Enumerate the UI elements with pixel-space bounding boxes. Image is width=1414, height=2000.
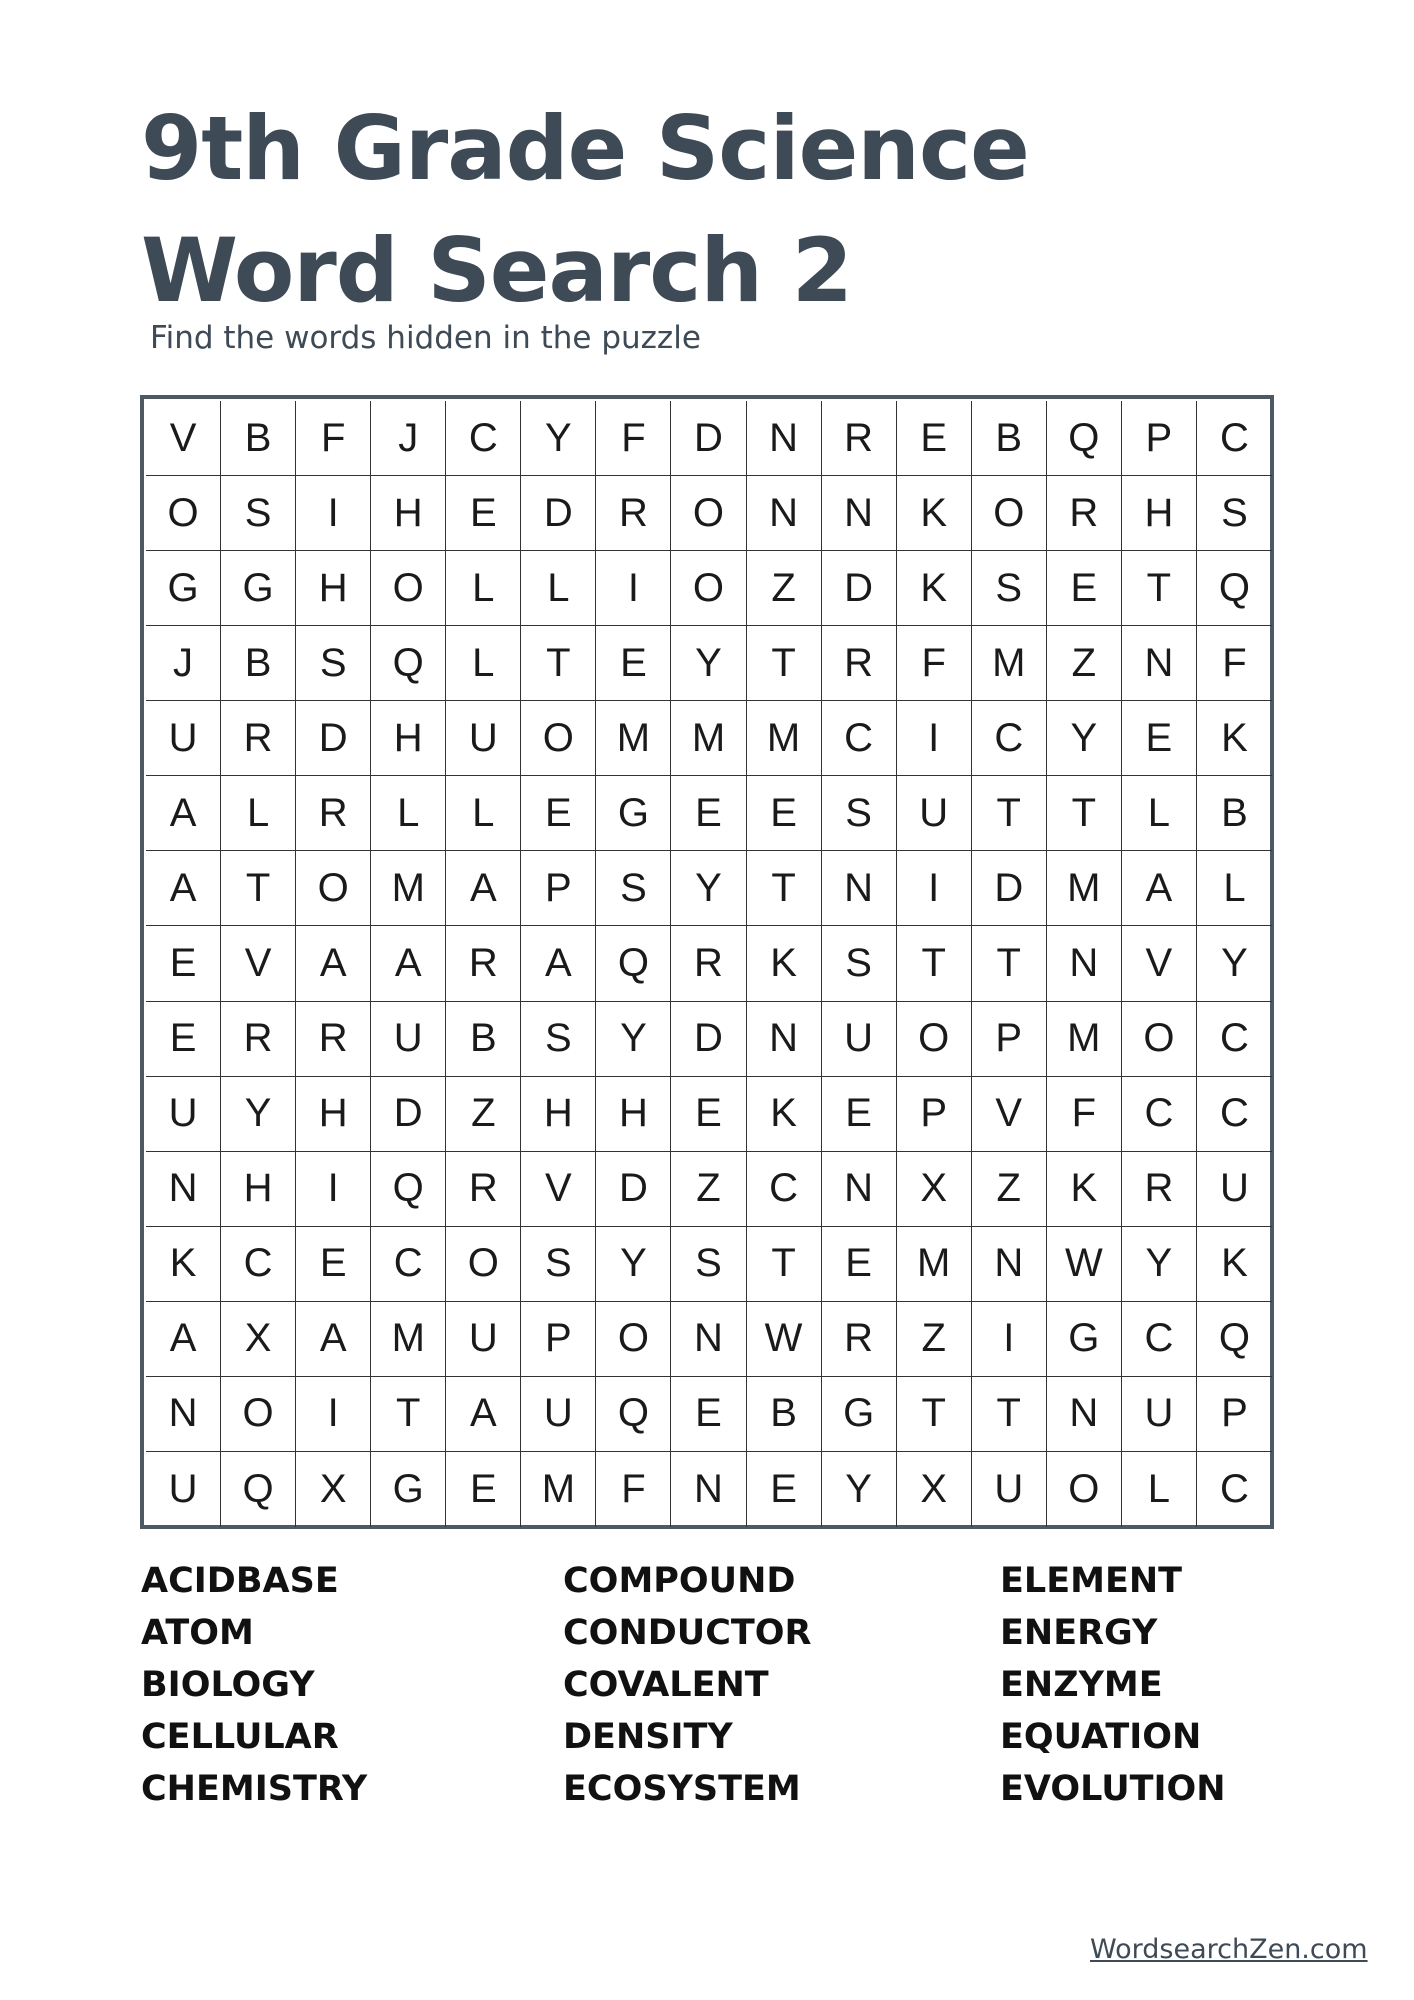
grid-cell[interactable]: Y [596, 1002, 671, 1077]
grid-cell[interactable]: M [596, 701, 671, 776]
word-list-item: ENZYME [1000, 1665, 1163, 1705]
grid-cell[interactable]: U [446, 701, 521, 776]
grid-cell[interactable]: L [446, 551, 521, 626]
grid-cell[interactable]: U [1197, 1152, 1272, 1227]
word-list-item: CELLULAR [141, 1717, 339, 1757]
word-list-item: CONDUCTOR [563, 1613, 812, 1653]
word-list-item: BIOLOGY [141, 1665, 315, 1705]
grid-cell[interactable]: A [1122, 851, 1197, 926]
grid-cell[interactable]: O [521, 701, 596, 776]
grid-cell[interactable]: M [1047, 851, 1122, 926]
grid-cell[interactable]: E [146, 1002, 221, 1077]
grid-cell[interactable]: A [521, 926, 596, 1001]
grid-cell[interactable]: T [521, 626, 596, 701]
grid-cell[interactable]: T [747, 851, 822, 926]
grid-cell[interactable]: K [1197, 701, 1272, 776]
word-list-item: COVALENT [563, 1665, 769, 1705]
grid-cell[interactable]: A [146, 776, 221, 851]
grid-cell[interactable]: E [671, 1077, 746, 1152]
grid-cell[interactable]: K [747, 1077, 822, 1152]
grid-cell[interactable]: E [446, 1452, 521, 1527]
grid-cell[interactable]: V [146, 401, 221, 476]
grid-cell[interactable]: W [747, 1302, 822, 1377]
grid-cell[interactable]: C [446, 401, 521, 476]
grid-cell[interactable]: O [972, 476, 1047, 551]
grid-cell[interactable]: C [1197, 1002, 1272, 1077]
grid-cell[interactable]: B [972, 401, 1047, 476]
grid-cell[interactable]: Y [822, 1452, 897, 1527]
grid-cell[interactable]: S [972, 551, 1047, 626]
grid-cell[interactable]: X [296, 1452, 371, 1527]
grid-cell[interactable]: E [671, 1377, 746, 1452]
title-line-2: Word Search 2 [141, 219, 852, 322]
grid-cell[interactable]: Q [371, 626, 446, 701]
grid-cell[interactable]: E [671, 776, 746, 851]
grid-cell[interactable]: Q [371, 1152, 446, 1227]
grid-cell[interactable]: R [296, 776, 371, 851]
grid-cell[interactable]: D [822, 551, 897, 626]
grid-cell[interactable]: Y [1197, 926, 1272, 1001]
grid-cell[interactable]: N [671, 1302, 746, 1377]
grid-cell[interactable]: H [371, 701, 446, 776]
grid-cell[interactable]: S [296, 626, 371, 701]
grid-cell[interactable]: Q [596, 1377, 671, 1452]
grid-cell[interactable]: T [1122, 551, 1197, 626]
puzzle-grid [146, 401, 1272, 1527]
grid-cell[interactable]: P [972, 1002, 1047, 1077]
grid-cell[interactable]: U [446, 1302, 521, 1377]
grid-cell[interactable]: G [146, 551, 221, 626]
grid-cell[interactable]: T [221, 851, 296, 926]
grid-cell[interactable]: B [1197, 776, 1272, 851]
grid-cell[interactable]: E [446, 476, 521, 551]
grid-cell[interactable]: H [221, 1152, 296, 1227]
grid-cell[interactable]: H [1122, 476, 1197, 551]
grid-cell[interactable]: N [146, 1377, 221, 1452]
grid-cell[interactable]: G [221, 551, 296, 626]
grid-cell[interactable]: V [1122, 926, 1197, 1001]
grid-cell[interactable]: F [596, 401, 671, 476]
grid-cell[interactable]: F [596, 1452, 671, 1527]
grid-cell[interactable]: S [1197, 476, 1272, 551]
grid-cell[interactable]: O [671, 476, 746, 551]
grid-cell[interactable]: C [972, 701, 1047, 776]
grid-cell[interactable]: N [1122, 626, 1197, 701]
grid-cell[interactable]: K [1047, 1152, 1122, 1227]
word-list-column-3 [1000, 1555, 1226, 1815]
grid-cell[interactable]: I [897, 701, 972, 776]
grid-cell[interactable]: R [446, 926, 521, 1001]
grid-cell[interactable]: Q [596, 926, 671, 1001]
grid-cell[interactable]: T [897, 926, 972, 1001]
grid-cell[interactable]: T [972, 926, 1047, 1001]
grid-cell[interactable]: R [1122, 1152, 1197, 1227]
grid-cell[interactable]: O [146, 476, 221, 551]
grid-cell[interactable]: A [146, 851, 221, 926]
grid-cell[interactable]: P [897, 1077, 972, 1152]
grid-cell[interactable]: R [221, 701, 296, 776]
grid-cell[interactable]: Z [671, 1152, 746, 1227]
grid-cell[interactable]: O [1047, 1452, 1122, 1527]
grid-cell[interactable]: P [521, 851, 596, 926]
grid-cell[interactable]: N [822, 851, 897, 926]
grid-cell[interactable]: Y [596, 1227, 671, 1302]
grid-cell[interactable]: D [296, 701, 371, 776]
grid-cell[interactable]: Y [671, 851, 746, 926]
grid-cell[interactable]: Q [1197, 1302, 1272, 1377]
grid-cell[interactable]: A [146, 1302, 221, 1377]
grid-cell[interactable]: D [972, 851, 1047, 926]
grid-cell[interactable]: S [221, 476, 296, 551]
grid-cell[interactable]: L [446, 776, 521, 851]
grid-cell[interactable]: L [1122, 776, 1197, 851]
grid-cell[interactable]: X [221, 1302, 296, 1377]
grid-cell[interactable]: F [296, 401, 371, 476]
grid-cell[interactable]: R [221, 1002, 296, 1077]
grid-cell[interactable]: U [1122, 1377, 1197, 1452]
grid-cell[interactable]: S [596, 851, 671, 926]
grid-cell[interactable]: N [146, 1152, 221, 1227]
grid-cell[interactable]: S [822, 926, 897, 1001]
grid-cell[interactable]: K [897, 476, 972, 551]
grid-cell[interactable]: S [822, 776, 897, 851]
grid-cell[interactable]: D [371, 1077, 446, 1152]
grid-cell[interactable]: O [897, 1002, 972, 1077]
grid-cell[interactable]: C [1197, 1077, 1272, 1152]
grid-cell[interactable]: R [446, 1152, 521, 1227]
grid-cell[interactable]: M [371, 851, 446, 926]
word-list [0, 1555, 1414, 1815]
grid-cell[interactable]: T [747, 626, 822, 701]
grid-cell[interactable]: C [371, 1227, 446, 1302]
grid-cell[interactable]: J [371, 401, 446, 476]
grid-cell[interactable]: Y [671, 626, 746, 701]
grid-cell[interactable]: M [671, 701, 746, 776]
grid-cell[interactable]: P [1122, 401, 1197, 476]
grid-cell[interactable]: O [1122, 1002, 1197, 1077]
grid-cell[interactable]: R [596, 476, 671, 551]
grid-cell[interactable]: V [972, 1077, 1047, 1152]
word-list-item: ECOSYSTEM [563, 1769, 801, 1809]
grid-cell[interactable]: E [822, 1077, 897, 1152]
grid-cell[interactable]: N [822, 1152, 897, 1227]
grid-cell[interactable]: Z [1047, 626, 1122, 701]
grid-cell[interactable]: L [371, 776, 446, 851]
puzzle-grid-frame [140, 395, 1274, 1529]
grid-cell[interactable]: R [1047, 476, 1122, 551]
grid-cell[interactable]: D [521, 476, 596, 551]
grid-cell[interactable]: O [671, 551, 746, 626]
word-list-item: ENERGY [1000, 1613, 1158, 1653]
grid-cell[interactable]: S [521, 1227, 596, 1302]
grid-cell[interactable]: C [221, 1227, 296, 1302]
grid-cell[interactable]: R [296, 1002, 371, 1077]
grid-cell[interactable]: U [146, 1077, 221, 1152]
grid-cell[interactable]: R [822, 401, 897, 476]
grid-cell[interactable]: A [296, 926, 371, 1001]
grid-cell[interactable]: E [822, 1227, 897, 1302]
grid-cell[interactable]: T [747, 1227, 822, 1302]
grid-cell[interactable]: Y [221, 1077, 296, 1152]
grid-cell[interactable]: L [521, 551, 596, 626]
grid-cell[interactable]: C [822, 701, 897, 776]
word-list-item: ACIDBASE [141, 1561, 339, 1601]
grid-cell[interactable]: U [521, 1377, 596, 1452]
grid-cell[interactable]: Q [221, 1452, 296, 1527]
grid-cell[interactable]: U [146, 701, 221, 776]
title-line-1: 9th Grade Science [141, 97, 1029, 200]
grid-cell[interactable]: G [1047, 1302, 1122, 1377]
grid-cell[interactable]: N [1047, 1377, 1122, 1452]
word-list-item: ATOM [141, 1613, 254, 1653]
grid-cell[interactable]: L [446, 626, 521, 701]
grid-cell[interactable]: N [747, 1002, 822, 1077]
grid-cell[interactable]: Z [747, 551, 822, 626]
grid-cell[interactable]: E [747, 1452, 822, 1527]
grid-cell[interactable]: T [371, 1377, 446, 1452]
word-list-item: CHEMISTRY [141, 1769, 368, 1809]
grid-cell[interactable]: C [1197, 401, 1272, 476]
grid-cell[interactable]: N [747, 401, 822, 476]
grid-cell[interactable]: Q [1197, 551, 1272, 626]
grid-cell[interactable]: M [747, 701, 822, 776]
grid-cell[interactable]: B [221, 401, 296, 476]
grid-cell[interactable]: D [671, 401, 746, 476]
grid-cell[interactable]: K [747, 926, 822, 1001]
grid-cell[interactable]: W [1047, 1227, 1122, 1302]
site-link[interactable]: WordsearchZen.com [1090, 1934, 1368, 1965]
grid-cell[interactable]: R [671, 926, 746, 1001]
grid-cell[interactable]: R [822, 1302, 897, 1377]
grid-cell[interactable]: E [296, 1227, 371, 1302]
grid-cell[interactable]: G [596, 776, 671, 851]
grid-cell[interactable]: K [897, 551, 972, 626]
grid-cell[interactable]: L [1122, 1452, 1197, 1527]
grid-cell[interactable]: E [146, 926, 221, 1001]
grid-cell[interactable]: I [972, 1302, 1047, 1377]
grid-cell[interactable]: N [822, 476, 897, 551]
grid-cell[interactable]: K [146, 1227, 221, 1302]
grid-cell[interactable]: L [1197, 851, 1272, 926]
word-list-item: COMPOUND [563, 1561, 796, 1601]
grid-cell[interactable]: T [1047, 776, 1122, 851]
grid-cell[interactable]: D [671, 1002, 746, 1077]
grid-cell[interactable]: O [371, 551, 446, 626]
grid-cell[interactable]: H [596, 1077, 671, 1152]
grid-cell[interactable]: M [1047, 1002, 1122, 1077]
grid-cell[interactable]: O [221, 1377, 296, 1452]
grid-cell[interactable]: K [1197, 1227, 1272, 1302]
page-title [141, 88, 1141, 332]
word-list-item: DENSITY [563, 1717, 733, 1757]
instructions: Find the words hidden in the puzzle [150, 320, 701, 356]
grid-cell[interactable]: U [371, 1002, 446, 1077]
grid-cell[interactable]: C [1122, 1302, 1197, 1377]
grid-cell[interactable]: H [296, 551, 371, 626]
grid-cell[interactable]: O [446, 1227, 521, 1302]
grid-cell[interactable]: U [972, 1452, 1047, 1527]
grid-cell[interactable]: U [822, 1002, 897, 1077]
grid-cell[interactable]: M [972, 626, 1047, 701]
grid-cell[interactable]: B [747, 1377, 822, 1452]
grid-cell[interactable]: E [596, 626, 671, 701]
grid-cell[interactable]: O [296, 851, 371, 926]
grid-cell[interactable]: N [671, 1452, 746, 1527]
grid-cell[interactable]: C [747, 1152, 822, 1227]
grid-cell[interactable]: Z [972, 1152, 1047, 1227]
grid-cell[interactable]: Z [446, 1077, 521, 1152]
grid-cell[interactable]: F [1047, 1077, 1122, 1152]
grid-cell[interactable]: S [671, 1227, 746, 1302]
grid-cell[interactable]: I [296, 1377, 371, 1452]
grid-cell[interactable]: G [371, 1452, 446, 1527]
grid-cell[interactable]: Y [521, 401, 596, 476]
grid-cell[interactable]: E [1122, 701, 1197, 776]
grid-cell[interactable]: C [1122, 1077, 1197, 1152]
grid-cell[interactable]: R [822, 626, 897, 701]
grid-cell[interactable]: N [1047, 926, 1122, 1001]
grid-cell[interactable]: D [596, 1152, 671, 1227]
grid-cell[interactable]: F [1197, 626, 1272, 701]
grid-cell[interactable]: E [897, 401, 972, 476]
grid-cell[interactable]: A [446, 1377, 521, 1452]
grid-cell[interactable]: Y [1122, 1227, 1197, 1302]
grid-cell[interactable]: E [747, 776, 822, 851]
grid-cell[interactable]: I [296, 476, 371, 551]
grid-cell[interactable]: A [371, 926, 446, 1001]
word-list-item: EVOLUTION [1000, 1769, 1226, 1809]
grid-cell[interactable]: I [897, 851, 972, 926]
word-list-column-2 [563, 1555, 811, 1815]
grid-cell[interactable]: F [897, 626, 972, 701]
word-list-item: ELEMENT [1000, 1561, 1183, 1601]
grid-cell[interactable]: Y [1047, 701, 1122, 776]
grid-cell[interactable]: P [521, 1302, 596, 1377]
grid-cell[interactable]: B [446, 1002, 521, 1077]
grid-cell[interactable]: N [972, 1227, 1047, 1302]
grid-cell[interactable]: E [1047, 551, 1122, 626]
grid-cell[interactable]: U [146, 1452, 221, 1527]
grid-cell[interactable]: G [822, 1377, 897, 1452]
grid-cell[interactable]: O [596, 1302, 671, 1377]
grid-cell[interactable]: M [521, 1452, 596, 1527]
grid-cell[interactable]: Z [897, 1302, 972, 1377]
grid-cell[interactable]: N [747, 476, 822, 551]
grid-cell[interactable]: H [521, 1077, 596, 1152]
grid-cell[interactable]: I [296, 1152, 371, 1227]
grid-cell[interactable]: V [521, 1152, 596, 1227]
grid-cell[interactable]: T [972, 1377, 1047, 1452]
grid-cell[interactable]: S [521, 1002, 596, 1077]
grid-cell[interactable]: A [296, 1302, 371, 1377]
grid-cell[interactable]: X [897, 1452, 972, 1527]
grid-cell[interactable]: T [897, 1377, 972, 1452]
grid-cell[interactable]: J [146, 626, 221, 701]
grid-cell[interactable]: H [296, 1077, 371, 1152]
grid-cell[interactable]: H [371, 476, 446, 551]
grid-cell[interactable]: L [221, 776, 296, 851]
grid-cell[interactable]: X [897, 1152, 972, 1227]
grid-cell[interactable]: A [446, 851, 521, 926]
grid-cell[interactable]: M [897, 1227, 972, 1302]
grid-cell[interactable]: U [897, 776, 972, 851]
grid-cell[interactable]: T [972, 776, 1047, 851]
grid-cell[interactable]: V [221, 926, 296, 1001]
grid-cell[interactable]: Q [1047, 401, 1122, 476]
word-list-item: EQUATION [1000, 1717, 1202, 1757]
grid-cell[interactable]: E [521, 776, 596, 851]
grid-cell[interactable]: M [371, 1302, 446, 1377]
grid-cell[interactable]: B [221, 626, 296, 701]
grid-cell[interactable]: P [1197, 1377, 1272, 1452]
word-list-column-1 [141, 1555, 367, 1815]
grid-cell[interactable]: C [1220, 1466, 1249, 1511]
grid-cell[interactable]: I [596, 551, 671, 626]
